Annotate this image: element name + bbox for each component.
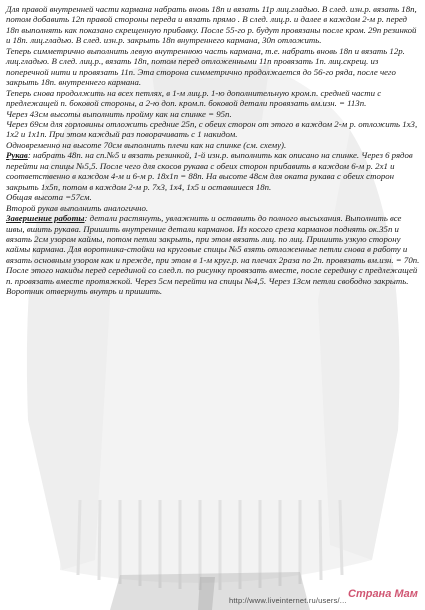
source-url: http://www.liveinternet.ru/users/... xyxy=(229,596,347,605)
paragraph: Для правой внутренней части кармана набрать вновь 18п и вязать 11р лиц.гладью. В след. изн.р. вязать 18п, потом добавить 12п правой стороны переда и вязать прямо . В след. лиц.р. и далее в каждом 2-м р. перед 18п выполнять как показано скрещенную прибавку. После 55-го р. будут провязаны после кром. 29п резинкой и 18п. лиц.гладью. В след. изн.р. закрыть 18п внутреннего кармана, 30п отложить. xyxy=(6,4,417,46)
finishing-heading: Завершение работы xyxy=(6,213,85,224)
paragraph: Через 69см для горловины отложить средние 25п, с обеих сторон от этого в каждом 2-м р. отложить 1х3, 1х2 и 1х1п. При этом каждый раз поворачивать с 1 накидом. xyxy=(6,118,418,140)
paragraph: Второй рукав выполнить аналогично. xyxy=(6,202,149,213)
site-watermark: Страна Мам xyxy=(348,588,418,600)
sleeve-paragraph: Рукав: набрать 48п. на сп.№5 и вязать резинкой, 1-й изн.р. выполнить как описано на спинке. Через 6 рядов перейти на спицы №5,5. После чего для скосов рукава с обеих сторон прибавить в каждом 6-м р. 2х1 и соответственно в каждом 4-м и 6-м р. 18х1п = 88п. На высоте 48см для оката рукава с обеих сторон закрыть 1х5п, потом в каждом 2-м р. 7х3, 1х4, 1х5 и оставшиеся 18п. xyxy=(6,150,413,192)
paragraph: Общая высота =57см. xyxy=(6,192,92,203)
paragraph: Теперь снова продолжить на всех петлях, в 1-м лиц.р. 1-ю дополнительную кром.п. средней части с предлежащей п. боковой стороны, а 2-ю доп. кром.п. боковой детали провязать вм.изн. = 113п. xyxy=(6,87,382,109)
paragraph: Через 43см высоты выполнить пройму как на спинке = 95п. xyxy=(6,108,232,119)
paragraph: Одновременно на высоте 70см выполнить плечи как на спинке (см. схему). xyxy=(6,139,287,150)
finishing-paragraph: Завершение работы: детали растянуть, увлажнить и оставить до полного высыхания. Выполнить все швы, вшить рукава. Пришить внутренние детали карманов. Из косого среза карманов поднять ок.35п и вязать 2см узором каймы, потом петли закрыть, при этом вязать лиц. по лиц. Пришить узкую сторону каймы кармана. Для воротника-стойки на круговые спицы №5 взять отложенные петли снова в работу и вязать основным узором как и прежде, при этом в 1-м круг.р. на плечах 2раза по 2п. провязать вм.изн. = 70п. После этого накиды перед серединой со след.п. по рисунку провязать вместе, после середину с предлежащей п. провязать вместе протяжкой. Через 5см перейти на спицы №4,5. Через 13см петли свободно закрыть. Воротник отвернуть внутрь и пришить. xyxy=(6,213,420,297)
paragraph: Теперь симметрично выполнить левую внутреннюю часть кармана, т.е. набрать вновь 18п и вязать 12р. лиц.гладью. В след. лиц.р., вязать 18п, потом перед отложенными 11п провязать 1п. лиц.скрещ. из поперечной нити и провязать 11п. Эта сторона симметрично продолжается до 56-го ряда, после чего закрыть 18п. внутреннего кармана. xyxy=(6,45,405,88)
sleeve-heading: Рукав xyxy=(6,150,28,161)
pattern-instructions xyxy=(6,4,420,297)
